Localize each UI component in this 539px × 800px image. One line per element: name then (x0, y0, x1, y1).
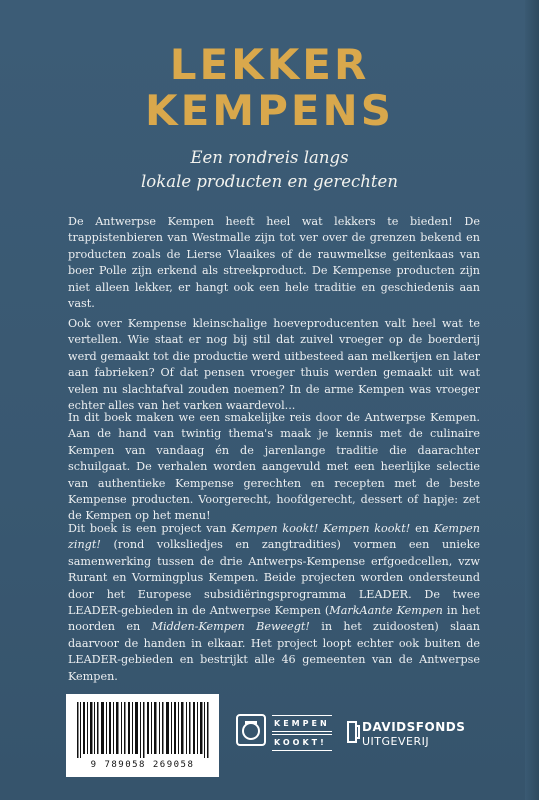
barcode-bars (75, 702, 210, 758)
p4-text-2: en (410, 522, 434, 535)
paragraph-project (68, 521, 480, 685)
davidsfonds-logo (346, 718, 476, 754)
subtitle-line-1: Een rondreis langs (190, 148, 349, 167)
p4-text-3: (rond volksliedjes en zangtradities) vormen een unieke samenwerking tussen de drie Antwerps-Kempense erfgoedcellen, vzw Rurant en Vormingplus Kempen. Beide projecten worden ondersteund door het Europese subsidiëringsprogramma LEADER. De twee LEADER-gebieden in de Antwerpse Kempen ( (68, 538, 480, 618)
cooking-pot-icon (236, 714, 266, 746)
davidsfonds-mark-icon (346, 720, 360, 744)
davidsfonds-name: DAVIDSFONDS (362, 720, 466, 734)
isbn-barcode (66, 694, 219, 777)
subtitle-line-2: lokale producten en gerechten (141, 172, 398, 191)
title-line-1: LEKKER (169, 40, 370, 89)
title-line-2: KEMPENS (145, 86, 394, 135)
kempen-kookt-logo (236, 712, 336, 748)
paragraph-producers: Ook over Kempense kleinschalige hoeveproducenten valt heel wat te vertellen. Wie staat er nog bij stil dat zuivel vroeger op de boerderij werd gemaakt tot die productie werd uitbesteed aan melkerijen en later aan fabrieken? Of dat pensen vroeger thuis werden gemaakt uit wat velen nu slachtafval zouden noemen? In de arme Kempen was vroeger echter alles van het varken waardevol... (68, 317, 480, 413)
p4-emph-1: Kempen kookt! Kempen kookt! (231, 522, 411, 535)
kempen-kookt-wordmark (272, 715, 332, 753)
p4-text-5: in het zuidoosten) slaan daarvoor de handen in elkaar. Het project loopt echter ook buiten de LEADER-gebieden en bestrijkt alle 46 gemeenten van de Antwerpse Kempen. (68, 620, 480, 683)
p4-text-4: in het noorden en (68, 604, 481, 634)
davidsfonds-sub: UITGEVERIJ (362, 735, 430, 748)
p4-text-1: Dit boek is een project van (68, 522, 232, 535)
p4-emph-2: Kempen zingt! (68, 522, 480, 552)
p4-emph-3: MarkAante Kempen (329, 604, 443, 618)
paragraph-book-journey: In dit boek maken we een smakelijke reis door de Antwerpse Kempen. Aan de hand van twintig thema's maak je kennis met de culinaire Kempen van vandaag én de jarenlange traditie die daarachter schuilgaat. De verhalen worden aangevuld met een heerlijke selectie van authentieke Kempense gerechten en recepten met de beste Kempense producten. Voorgerecht, hoofdgerecht, dessert of hapje: zet de Kempen op het menu! (68, 411, 480, 523)
kempen-kookt-line-1: KEMPEN (272, 715, 332, 732)
paragraph-intro: De Antwerpse Kempen heeft heel wat lekkers te bieden! De trappistenbieren van Westmalle zijn tot ver over de grenzen bekend en producten zoals de Lierse Vlaaikes of de rauwmelkse geitenkaas van boer Polle zijn erkend als streekproduct. De Kempense producten zijn niet alleen lekker, er hangt ook een hele traditie en geschiedenis aan vast. (68, 215, 480, 311)
isbn-number: 9 789058 269058 (90, 760, 195, 770)
kempen-kookt-line-2: KOOKT! (272, 734, 332, 751)
p4-emph-4: Midden-Kempen Beweegt! (151, 620, 310, 634)
